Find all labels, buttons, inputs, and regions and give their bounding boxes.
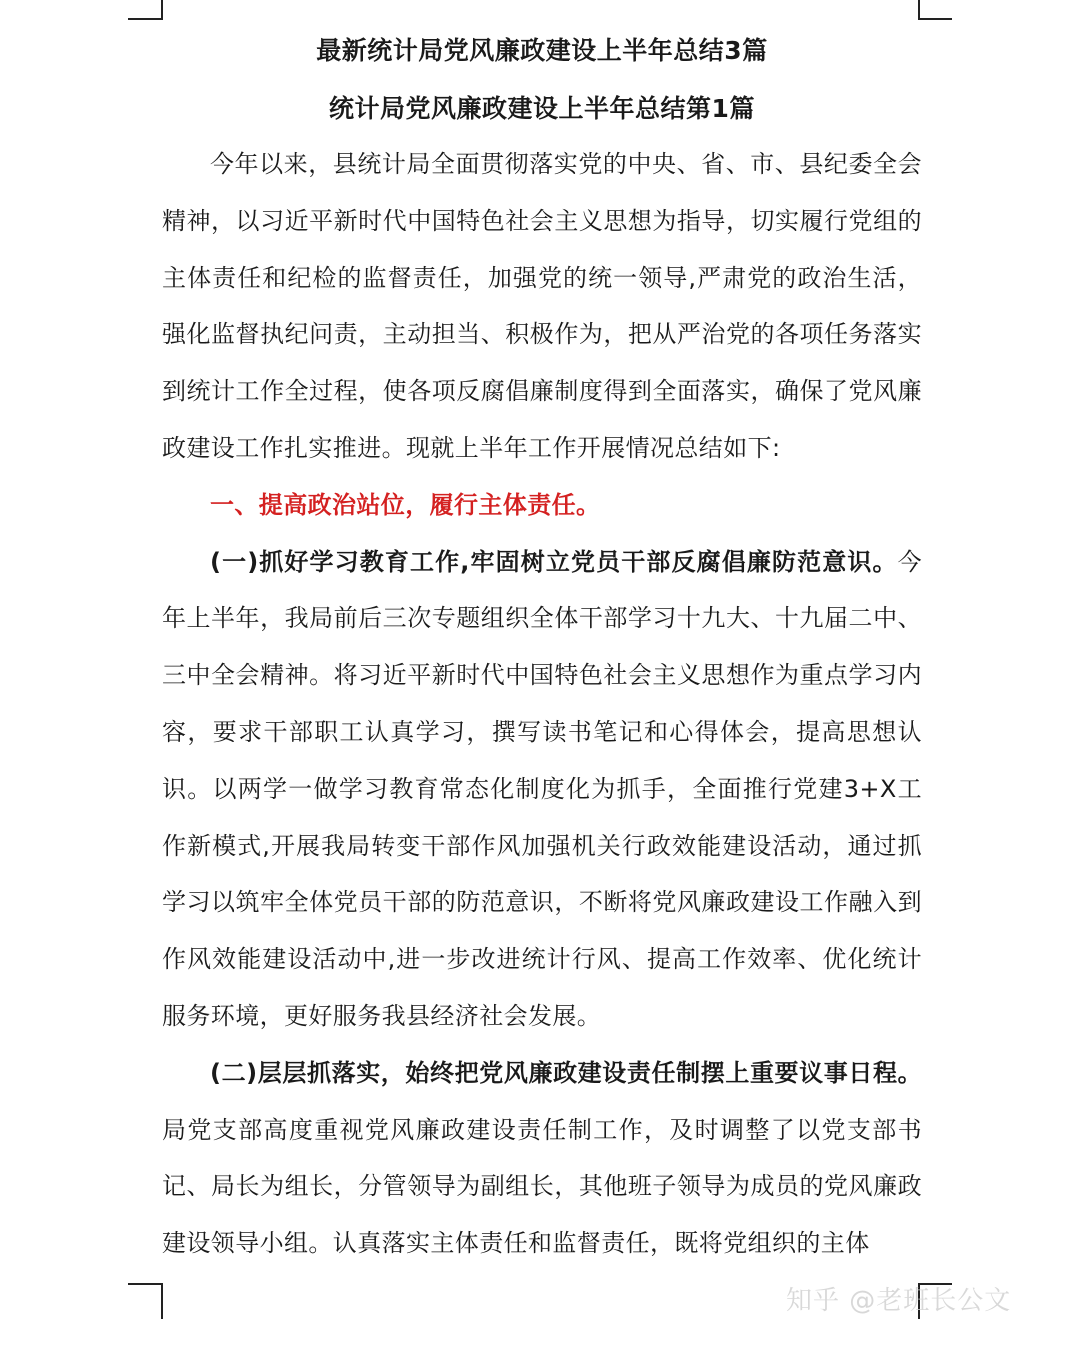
item-1-paragraph — [162, 534, 922, 1045]
intro-paragraph: 今年以来，县统计局全面贯彻落实党的中央、省、市、县纪委全会精神，以习近平新时代中国特色社会主义思想为指导，切实履行党组的主体责任和纪检的监督责任，加强党的统一领导,严肃党的政治生活，强化监督执纪问责，主动担当、积极作为，把从严治党的各项任务落实到统计工作全过程，使各项反腐倡廉制度得到全面落实，确保了党风廉政建设工作扎实推进。现就上半年工作开展情况总结如下: — [162, 150, 922, 462]
document-title: 最新统计局党风廉政建设上半年总结3篇 — [316, 36, 768, 65]
document-body — [162, 28, 922, 1272]
crop-mark-top-right — [918, 0, 952, 20]
item-2-lead: (二)层层抓落实，始终把党风廉政建设责任制摆上重要议事日程。 — [210, 1058, 922, 1087]
watermark: 知乎 @老班长公文 — [786, 1286, 1012, 1316]
item-2-paragraph — [162, 1045, 922, 1272]
section-heading-1: 一、提高政治站位，履行主体责任。 — [210, 490, 601, 519]
item-2-body: 局党支部高度重视党风廉政建设责任制工作，及时调整了以党支部书记、局长为组长，分管领导为副组长，其他班子领导为成员的党风廉政建设领导小组。认真落实主体责任和监督责任，既将党组织的主体 — [162, 1115, 922, 1258]
item-1-body: 今年上半年，我局前后三次专题组织全体干部学习十九大、十九届二中、三中全会精神。将习近平新时代中国特色社会主义思想作为重点学习内容，要求干部职工认真学习，撰写读书笔记和心得体会，提高思想认识。以两学一做学习教育常态化制度化为抓手，全面推行党建3+X工作新模式,开展我局转变干部作风加强机关行政效能建设活动，通过抓学习以筑牢全体党员干部的防范意识，不断将党风廉政建设工作融入到作风效能建设活动中,进一步改进统计行风、提高工作效率、优化统计服务环境，更好服务我县经济社会发展。 — [162, 547, 922, 1030]
crop-mark-top-left — [128, 0, 163, 20]
crop-mark-bottom-left — [128, 1283, 163, 1319]
item-1-lead: (一)抓好学习教育工作,牢固树立党员干部反腐倡廉防范意识。 — [210, 547, 898, 576]
document-subtitle: 统计局党风廉政建设上半年总结第1篇 — [329, 94, 755, 123]
